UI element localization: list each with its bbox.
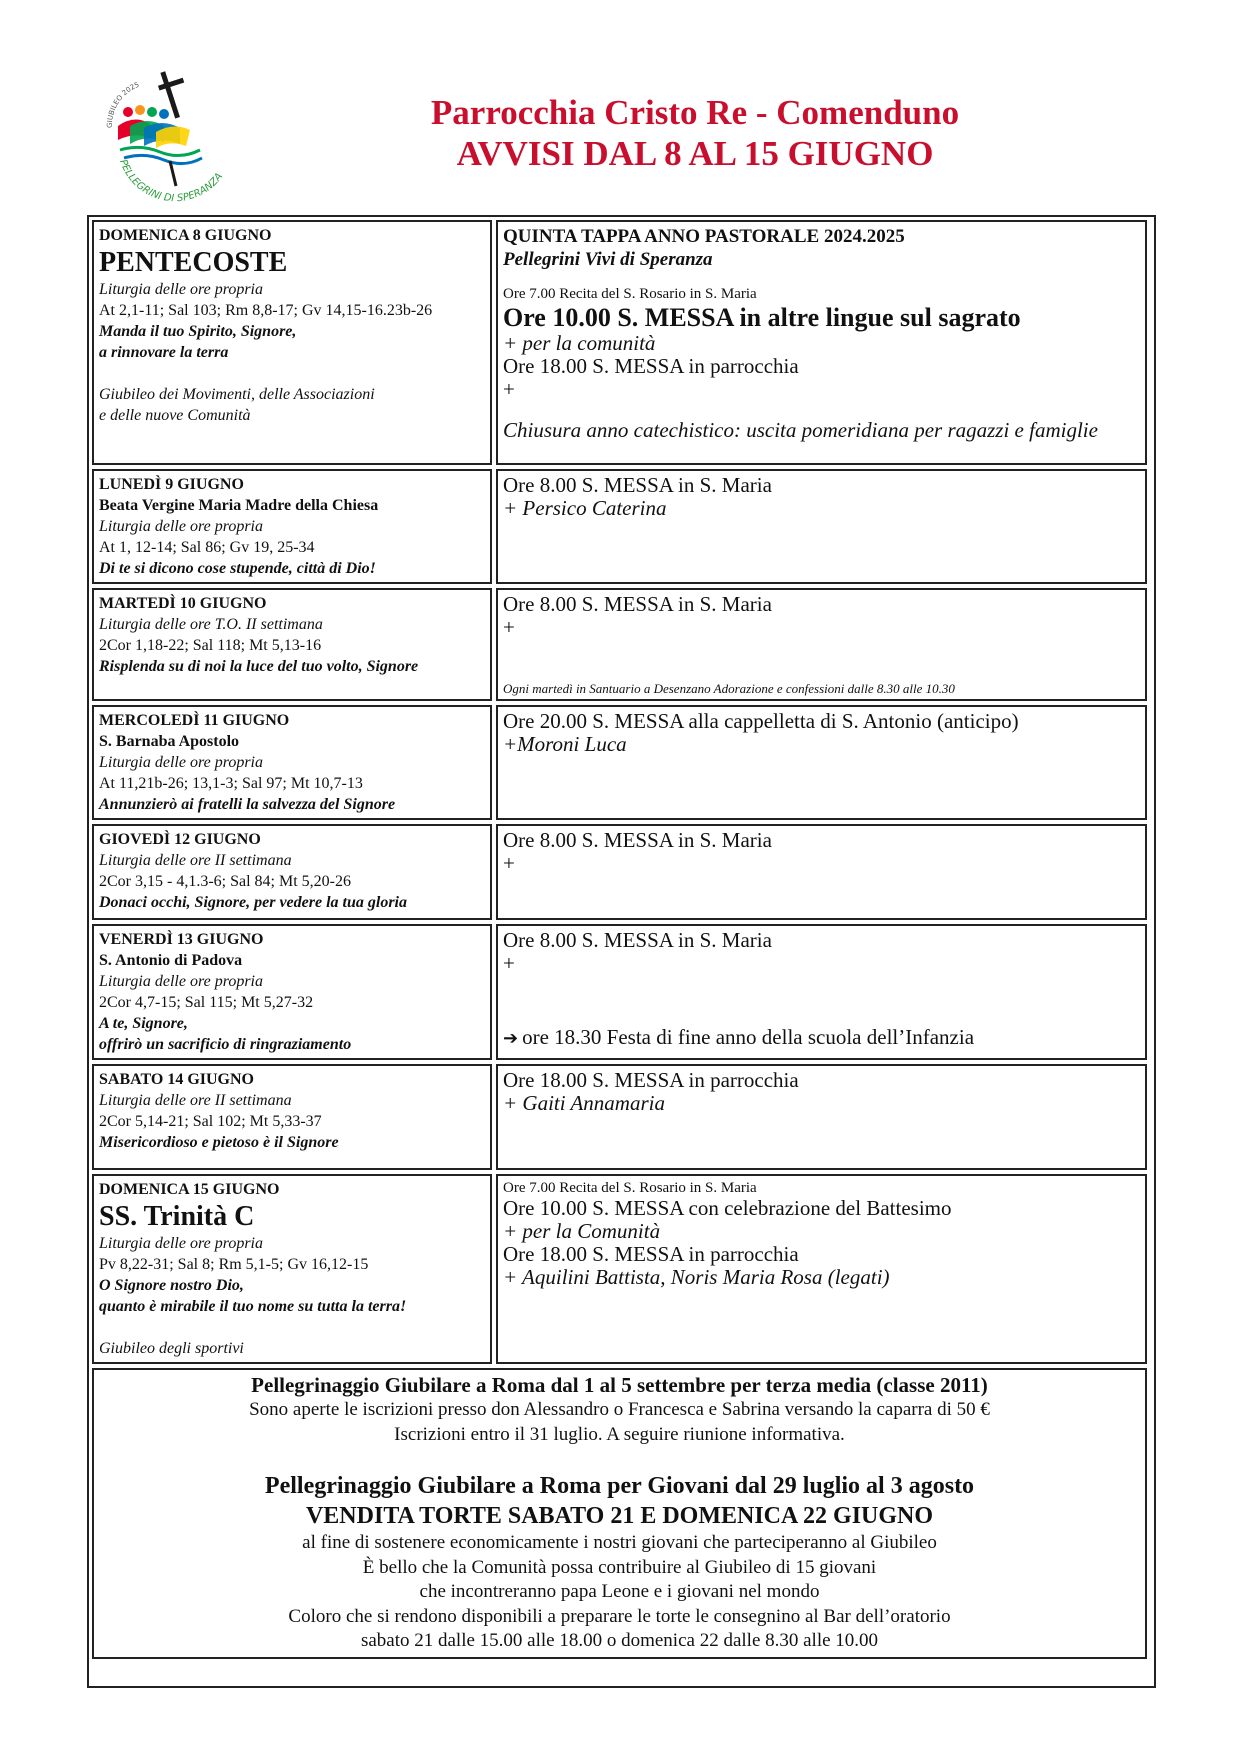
mass-time: Ore 8.00 S. MESSA in S. Maria xyxy=(503,928,772,952)
mass-intention: + per la comunità xyxy=(503,331,656,355)
antiphon: A te, Signore, xyxy=(99,1015,188,1032)
footer-row xyxy=(92,1368,1147,1659)
cake-sale-title: VENDITA TORTE SABATO 21 E DOMENICA 22 GIUGNO xyxy=(305,1503,934,1529)
saint-name: S. Antonio di Padova xyxy=(99,952,243,969)
antiphon: Donaci occhi, Signore, per vedere la tua gloria xyxy=(99,894,407,911)
day-info xyxy=(92,469,492,584)
pilgrimage-notices xyxy=(92,1368,1147,1659)
liturgy-hours: Liturgia delle ore propria xyxy=(99,754,263,771)
antiphon: O Signore nostro Dio, xyxy=(99,1277,244,1294)
adoration-note: Ogni martedì in Santuario a Desenzano Adorazione e confessioni dalle 8.30 alle 10.30 xyxy=(503,681,955,696)
liturgy-hours: Liturgia delle ore propria xyxy=(99,1235,263,1252)
cake-sale-line: che incontreranno papa Leone e i giovani nel mondo xyxy=(419,1581,820,1602)
mass-time: Ore 10.00 S. MESSA con celebrazione del Battesimo xyxy=(503,1196,952,1220)
mass-intention: + Aquilini Battista, Noris Maria Rosa (legati) xyxy=(503,1265,890,1289)
day-date: DOMENICA 15 GIUGNO xyxy=(99,1181,280,1198)
registration-deadline: Iscrizioni entro il 31 luglio. A seguire riunione informativa. xyxy=(394,1423,845,1445)
day-row-thursday-12 xyxy=(92,824,1147,920)
cake-sale-line: È bello che la Comunità possa contribuire al Giubileo di 15 giovani xyxy=(362,1556,877,1578)
day-date: LUNEDÌ 9 GIUGNO xyxy=(99,476,244,493)
day-note: Giubileo dei Movimenti, delle Associazioni xyxy=(99,386,375,403)
day-events xyxy=(496,705,1147,820)
weekly-schedule-table xyxy=(88,216,1151,1663)
notices-range: AVVISI DAL 8 AL 15 GIUGNO xyxy=(456,134,934,173)
day-info xyxy=(92,824,492,920)
mass-intention: + xyxy=(503,851,515,875)
mass-intention: + xyxy=(503,615,515,639)
readings: At 1, 12-14; Sal 86; Gv 19, 25-34 xyxy=(99,539,315,556)
arrow-right-icon: ➔ xyxy=(503,1028,519,1048)
readings: 2Cor 3,15 - 4,1.3-6; Sal 84; Mt 5,20-26 xyxy=(99,873,351,890)
saint-name: S. Barnaba Apostolo xyxy=(99,733,240,750)
day-events xyxy=(496,824,1147,920)
antiphon: quanto è mirabile il tuo nome su tutta la terra! xyxy=(99,1298,407,1315)
day-info xyxy=(92,1174,492,1364)
day-events xyxy=(496,469,1147,584)
mass-time: Ore 8.00 S. MESSA in S. Maria xyxy=(503,473,772,497)
day-row-saturday-14 xyxy=(92,1064,1147,1170)
rosary-time: Ore 7.00 Recita del S. Rosario in S. Maria xyxy=(503,1180,757,1196)
mass-time: Ore 18.00 S. MESSA in parrocchia xyxy=(503,1242,799,1266)
day-row-wednesday-11 xyxy=(92,705,1147,820)
mass-time: Ore 18.00 S. MESSA in parrocchia xyxy=(503,1068,799,1092)
day-date: GIOVEDÌ 12 GIUGNO xyxy=(99,831,261,848)
antiphon: offrirò un sacrificio di ringraziamento xyxy=(99,1036,352,1053)
antiphon: Annunzierò ai fratelli la salvezza del Signore xyxy=(99,796,396,813)
day-info xyxy=(92,1064,492,1170)
logo-brand-text: PELLEGRINI DI SPERANZA xyxy=(117,158,226,205)
antiphon: Misericordioso e pietoso è il Signore xyxy=(99,1134,339,1151)
day-info xyxy=(92,705,492,820)
mass-intention: + xyxy=(503,377,515,401)
cake-sale-line: al fine di sostenere economicamente i nostri giovani che parteciperanno al Giubileo xyxy=(302,1532,937,1553)
day-events xyxy=(496,220,1147,465)
readings: At 11,21b-26; 13,1-3; Sal 97; Mt 10,7-13 xyxy=(99,775,363,792)
notices-frame xyxy=(87,215,1156,1688)
mass-time: Ore 8.00 S. MESSA in S. Maria xyxy=(503,828,772,852)
day-events xyxy=(496,1174,1147,1364)
liturgy-hours: Liturgia delle ore T.O. II settimana xyxy=(99,616,323,633)
mass-intention: + Persico Caterina xyxy=(503,496,667,520)
readings: At 2,1-11; Sal 103; Rm 8,8-17; Gv 14,15-16.23b-26 xyxy=(99,302,433,319)
day-note: Giubileo degli sportivi xyxy=(99,1340,244,1357)
mass-intention: + per la Comunità xyxy=(503,1219,661,1243)
jubilee-logo xyxy=(90,66,240,206)
pastoral-stage-heading: QUINTA TAPPA ANNO PASTORALE 2024.2025 xyxy=(503,226,905,247)
parish-name: Parrocchia Cristo Re - Comenduno xyxy=(430,93,960,132)
day-row-tuesday-10 xyxy=(92,588,1147,701)
day-date: SABATO 14 GIUGNO xyxy=(99,1071,254,1088)
cake-sale-line: sabato 21 dalle 15.00 alle 18.00 o domenica 22 dalle 8.30 alle 10.00 xyxy=(360,1630,879,1651)
feast-name: PENTECOSTE xyxy=(99,247,288,278)
day-row-monday-9 xyxy=(92,469,1147,584)
day-row-friday-13 xyxy=(92,924,1147,1060)
readings: Pv 8,22-31; Sal 8; Rm 5,1-5; Gv 16,12-15 xyxy=(99,1256,369,1273)
mass-intention: + Gaiti Annamaria xyxy=(503,1091,665,1115)
day-events xyxy=(496,588,1147,701)
cake-sale-line: Coloro che si rendono disponibili a preparare le torte le consegnino al Bar dell’oratorio xyxy=(288,1605,951,1627)
antiphon: a rinnovare la terra xyxy=(99,344,229,361)
pastoral-stage-subheading: Pellegrini Vivi di Speranza xyxy=(503,249,713,270)
registration-info: Sono aperte le iscrizioni presso don Alessandro o Francesca e Sabrina versando la caparra di 50 € xyxy=(249,1399,990,1420)
day-date: VENERDÌ 13 GIUGNO xyxy=(99,931,264,948)
day-events xyxy=(496,924,1147,1060)
mass-intention: +Moroni Luca xyxy=(503,732,627,756)
mass-time: Ore 8.00 S. MESSA in S. Maria xyxy=(503,592,772,616)
day-events xyxy=(496,1064,1147,1170)
day-date: DOMENICA 8 GIUGNO xyxy=(99,227,272,244)
liturgy-hours: Liturgia delle ore propria xyxy=(99,281,263,298)
antiphon: Di te si dicono cose stupende, città di Dio! xyxy=(99,560,376,577)
pilgrimage-middle-school-title: Pellegrinaggio Giubilare a Roma dal 1 al 5 settembre per terza media (classe 2011) xyxy=(251,1373,988,1397)
readings: 2Cor 5,14-21; Sal 102; Mt 5,33-37 xyxy=(99,1113,322,1130)
day-info xyxy=(92,924,492,1060)
antiphon: Risplenda su di noi la luce del tuo volto, Signore xyxy=(99,658,419,675)
pilgrimage-youth-title: Pellegrinaggio Giubilare a Roma per Giovani dal 29 luglio al 3 agosto xyxy=(264,1473,975,1499)
catechism-closing: Chiusura anno catechistico: uscita pomeridiana per ragazzi e famiglie xyxy=(503,418,1098,442)
day-date: MERCOLEDÌ 11 GIUGNO xyxy=(99,712,290,729)
readings: 2Cor 1,18-22; Sal 118; Mt 5,13-16 xyxy=(99,637,322,654)
day-row-sunday-15 xyxy=(92,1174,1147,1364)
day-date: MARTEDÌ 10 GIUGNO xyxy=(99,595,267,612)
mass-time: Ore 18.00 S. MESSA in parrocchia xyxy=(503,354,799,378)
antiphon: Manda il tuo Spirito, Signore, xyxy=(99,323,297,340)
day-row-sunday-8 xyxy=(92,220,1147,465)
liturgy-hours: Liturgia delle ore II settimana xyxy=(99,1092,292,1109)
rosary-time: Ore 7.00 Recita del S. Rosario in S. Maria xyxy=(503,286,757,302)
event-text: ore 18.30 Festa di fine anno della scuola dell’Infanzia xyxy=(522,1025,975,1049)
mass-intention: + xyxy=(503,951,515,975)
mass-time: Ore 20.00 S. MESSA alla cappelletta di S. Antonio (anticipo) xyxy=(503,709,1019,733)
liturgy-hours: Liturgia delle ore propria xyxy=(99,518,263,535)
school-party-event xyxy=(503,1026,974,1050)
feast-name: SS. Trinità C xyxy=(99,1201,255,1232)
logo-arc-text: GIUBILEO 2025 xyxy=(105,80,141,129)
liturgy-hours: Liturgia delle ore propria xyxy=(99,973,263,990)
readings: 2Cor 4,7-15; Sal 115; Mt 5,27-32 xyxy=(99,994,314,1011)
day-info xyxy=(92,220,492,465)
day-note: e delle nuove Comunità xyxy=(99,407,251,424)
liturgy-hours: Liturgia delle ore II settimana xyxy=(99,852,292,869)
mass-time-main: Ore 10.00 S. MESSA in altre lingue sul sagrato xyxy=(503,303,1021,332)
saint-name: Beata Vergine Maria Madre della Chiesa xyxy=(99,497,379,514)
page-title xyxy=(250,92,1140,174)
day-info xyxy=(92,588,492,701)
